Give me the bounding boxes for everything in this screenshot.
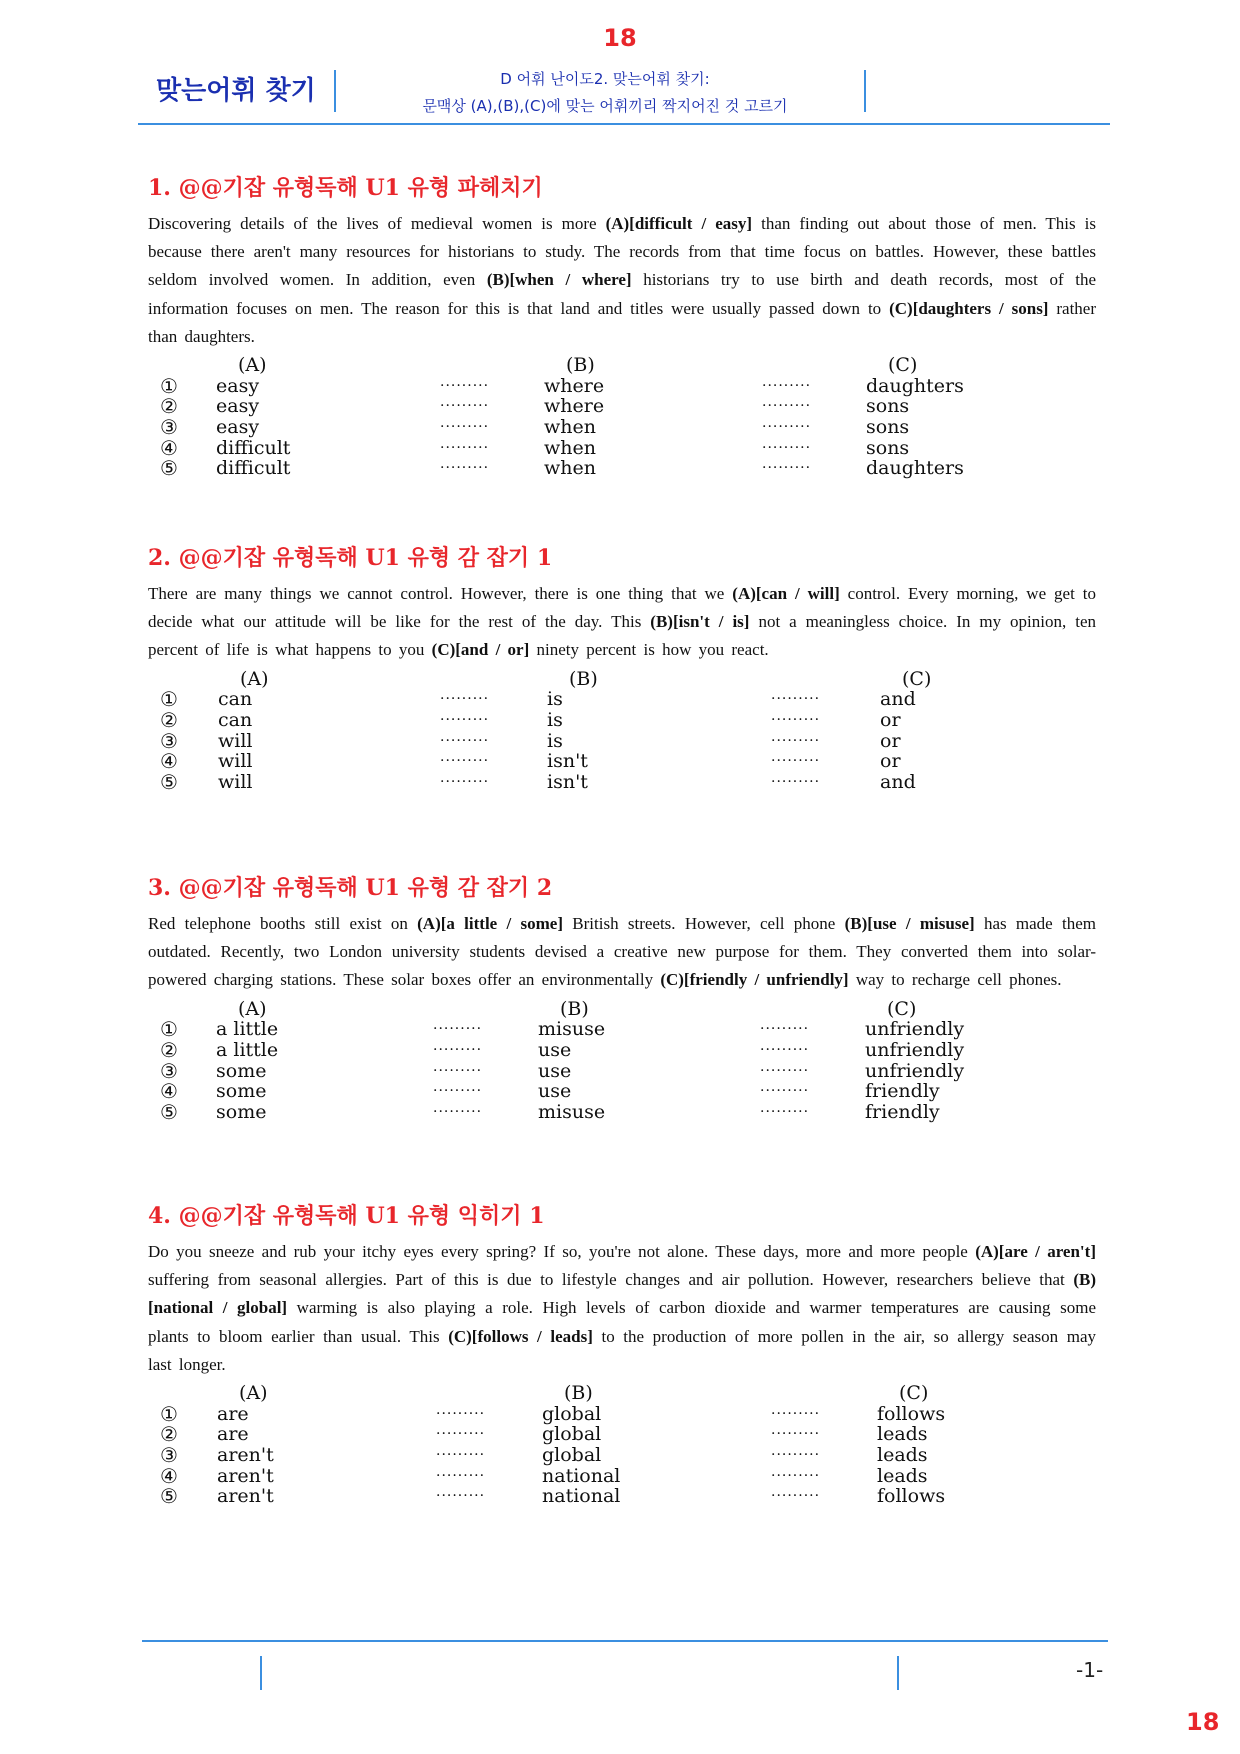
choice-number: ③ [160, 1058, 178, 1083]
choices-header [148, 669, 1096, 690]
question-title: 1. @@기잡 유형독해 U1 유형 파헤치기 [148, 175, 543, 201]
choice-a: some [216, 1080, 267, 1103]
choice-a: aren't [217, 1485, 274, 1508]
question-section-1 [148, 170, 1096, 479]
choice-a: easy [216, 374, 260, 397]
choice-row[interactable] [148, 728, 1096, 753]
column-header: (A) [239, 1382, 268, 1405]
question-section-2 [148, 540, 1096, 793]
leader-dots: ········· [762, 439, 812, 456]
choice-number: ① [160, 373, 178, 398]
choice-c: and [880, 771, 916, 794]
choice-a: some [216, 1101, 267, 1124]
choice-number: ⑤ [160, 1484, 178, 1509]
leader-dots: ········· [440, 711, 490, 728]
choice-number: ④ [160, 1079, 178, 1104]
choice-c: and [880, 688, 916, 711]
choice-c: or [880, 708, 901, 731]
choice-b: is [547, 708, 563, 731]
leader-dots: ········· [440, 732, 490, 749]
question-title: 4. @@기잡 유형독해 U1 유형 익히기 1 [148, 1203, 545, 1229]
choice-b: isn't [547, 771, 588, 794]
choice-number: ① [160, 1401, 178, 1426]
header-divider-right [864, 70, 866, 112]
choice-number: ② [160, 394, 178, 419]
choice-c: unfriendly [865, 1018, 965, 1041]
choice-c: leads [877, 1464, 928, 1487]
column-header: (C) [888, 354, 918, 377]
leader-dots: ········· [436, 1447, 486, 1464]
choice-number: ⑤ [160, 1100, 178, 1125]
choice-a: will [218, 771, 253, 794]
column-header: (C) [887, 997, 917, 1020]
leader-dots: ········· [771, 711, 821, 728]
choice-row[interactable] [148, 751, 1096, 772]
choices-header [148, 1383, 1096, 1404]
leader-dots: ········· [771, 732, 821, 749]
column-header: (A) [240, 667, 269, 690]
column-header: (B) [560, 997, 589, 1020]
choice-number: ④ [160, 435, 178, 460]
choice-number: ① [160, 687, 178, 712]
choice-c: friendly [865, 1101, 940, 1124]
choice-number: ② [160, 1037, 178, 1062]
leader-dots: ········· [433, 1104, 483, 1121]
choice-b: use [538, 1059, 572, 1082]
choice-row[interactable] [148, 1102, 1096, 1123]
choice-a: difficult [216, 457, 291, 480]
choice-row[interactable] [148, 1424, 1096, 1445]
choice-number: ① [160, 1017, 178, 1042]
header-divider-left [334, 70, 336, 112]
choice-row[interactable] [148, 1445, 1096, 1466]
column-header: (C) [899, 1382, 929, 1405]
question-passage: Discovering details of the lives of medieval women is more (A)[difficult / easy] than finding out about those of men. This is because there aren't many resources for historians to study. The records from that time focus on battles. However, these battles seldom involved women. In addition, even (B)[when / where] historians try to use birth and death records, most of the information focuses on men. The reason for this is that land and titles were usually passed down to (C)[daughters / sons] rather than daughters. [148, 214, 1097, 346]
choice-number: ④ [160, 1463, 178, 1488]
choice-c: sons [866, 416, 910, 439]
leader-dots: ········· [440, 398, 490, 415]
choice-b: when [544, 416, 596, 439]
choice-b: use [538, 1038, 572, 1061]
choice-c: friendly [865, 1080, 940, 1103]
choice-a: can [218, 688, 253, 711]
question-title: 2. @@기잡 유형독해 U1 유형 감 잡기 1 [148, 545, 553, 571]
choice-a: difficult [216, 436, 291, 459]
choice-b: global [542, 1402, 602, 1425]
leader-dots: ········· [771, 1405, 821, 1422]
footer-rule [142, 1640, 1108, 1642]
header-subtitle-line1: D 어휘 난이도2. 맞는어휘 찾기: [500, 70, 710, 88]
choice-row[interactable] [148, 707, 1096, 732]
answer-choices [148, 999, 1096, 1123]
leader-dots: ········· [771, 1426, 821, 1443]
question-title: 3. @@기잡 유형독해 U1 유형 감 잡기 2 [148, 875, 553, 901]
column-header: (B) [566, 354, 595, 377]
leader-dots: ········· [433, 1062, 483, 1079]
leader-dots: ········· [760, 1041, 810, 1058]
choice-number: ② [160, 707, 178, 732]
answer-choices [148, 355, 1096, 479]
header-subtitle-line2: 문맥상 (A),(B),(C)에 맞는 어휘끼리 짝지어진 것 고르기 [422, 97, 788, 115]
choice-row[interactable] [148, 396, 1096, 417]
choice-b: isn't [547, 750, 588, 773]
footer-divider-right [897, 1656, 899, 1690]
leader-dots: ········· [771, 691, 821, 708]
header-subtitle [345, 66, 865, 120]
leader-dots: ········· [433, 1041, 483, 1058]
leader-dots: ········· [440, 377, 490, 394]
choice-row[interactable] [148, 1058, 1096, 1083]
choice-b: misuse [538, 1101, 606, 1124]
leader-dots: ········· [440, 753, 490, 770]
leader-dots: ········· [762, 377, 812, 394]
choice-c: daughters [866, 457, 964, 480]
column-header: (B) [564, 1382, 593, 1405]
choice-b: is [547, 729, 563, 752]
choice-c: leads [877, 1423, 928, 1446]
choice-a: will [218, 729, 253, 752]
choice-a: can [218, 708, 253, 731]
leader-dots: ········· [440, 439, 490, 456]
choice-b: use [538, 1080, 572, 1103]
question-passage: Do you sneeze and rub your itchy eyes every spring? If so, you're not alone. These days, more and more people (A)[are / aren't] suffering from seasonal allergies. Part of this is due to lifestyle changes and air pollution. However, researchers believe that (B)[national / global] warming is also playing a role. High levels of carbon dioxide and warmer temperatures are causing some plants to bloom earlier than usual. This (C)[follows / leads] to the production of more pollen in the air, so allergy season may last longer. [148, 1242, 1096, 1374]
choice-c: or [880, 729, 901, 752]
leader-dots: ········· [762, 460, 812, 477]
choice-b: when [544, 436, 596, 459]
leader-dots: ········· [436, 1426, 486, 1443]
choice-a: aren't [217, 1464, 274, 1487]
answer-choices [148, 1383, 1096, 1507]
choice-b: where [544, 374, 605, 397]
choice-number: ③ [160, 728, 178, 753]
answer-choices [148, 669, 1096, 793]
choice-a: some [216, 1059, 267, 1082]
choice-number: ③ [160, 1443, 178, 1468]
choice-b: global [542, 1423, 602, 1446]
leader-dots: ········· [436, 1405, 486, 1422]
choice-row[interactable] [148, 458, 1096, 479]
choice-row[interactable] [148, 1486, 1096, 1507]
choice-row[interactable] [148, 1401, 1096, 1426]
choice-c: daughters [866, 374, 964, 397]
page-number-top: 18 [603, 24, 637, 52]
page-number-bottom: 18 [1186, 1708, 1220, 1736]
column-header: (A) [238, 997, 267, 1020]
leader-dots: ········· [440, 774, 490, 791]
choice-number: ③ [160, 415, 178, 440]
leader-dots: ········· [440, 691, 490, 708]
choice-b: misuse [538, 1018, 606, 1041]
choice-number: ⑤ [160, 770, 178, 795]
choice-b: national [542, 1485, 621, 1508]
leader-dots: ········· [433, 1021, 483, 1038]
question-passage: Red telephone booths still exist on (A)[a little / some] British streets. However, cell phone (B)[use / misuse] has made them outdated. Recently, two London university students devised a creative new purpose for them. They converted them into solar-powered charging stations. These solar boxes offer an environmentally (C)[friendly / unfriendly] way to recharge cell phones. [148, 914, 1096, 990]
choice-c: leads [877, 1444, 928, 1467]
choice-a: a little [216, 1038, 279, 1061]
choice-a: will [218, 750, 253, 773]
choice-row[interactable] [148, 1081, 1096, 1102]
leader-dots: ········· [760, 1083, 810, 1100]
choice-a: a little [216, 1018, 279, 1041]
choice-row[interactable] [148, 1019, 1096, 1040]
choice-row[interactable] [148, 435, 1096, 460]
leader-dots: ········· [433, 1083, 483, 1100]
leader-dots: ········· [762, 419, 812, 436]
choice-number: ② [160, 1422, 178, 1447]
column-header: (C) [902, 667, 932, 690]
choice-row[interactable] [148, 1037, 1096, 1062]
choice-b: where [544, 395, 605, 418]
leader-dots: ········· [440, 460, 490, 477]
leader-dots: ········· [760, 1104, 810, 1121]
choice-row[interactable] [148, 689, 1096, 710]
footer-page-number: -1- [1076, 1658, 1104, 1682]
choice-c: follows [877, 1402, 946, 1425]
choice-a: easy [216, 416, 260, 439]
leader-dots: ········· [771, 753, 821, 770]
choice-c: sons [866, 436, 910, 459]
header-title: 맞는어휘 찾기 [156, 76, 316, 106]
question-section-3 [148, 870, 1096, 1123]
column-header: (A) [238, 354, 267, 377]
choices-header [148, 355, 1096, 376]
choice-b: national [542, 1464, 621, 1487]
choice-a: are [217, 1402, 249, 1425]
leader-dots: ········· [771, 774, 821, 791]
choices-header [148, 999, 1096, 1020]
leader-dots: ········· [436, 1488, 486, 1505]
leader-dots: ········· [760, 1021, 810, 1038]
choice-row[interactable] [148, 417, 1096, 438]
leader-dots: ········· [762, 398, 812, 415]
choice-c: sons [866, 395, 910, 418]
choice-c: or [880, 750, 901, 773]
leader-dots: ········· [760, 1062, 810, 1079]
choice-number: ⑤ [160, 456, 178, 481]
choice-row[interactable] [148, 1463, 1096, 1488]
choice-a: easy [216, 395, 260, 418]
header-rule [138, 123, 1110, 125]
leader-dots: ········· [771, 1447, 821, 1464]
choice-c: unfriendly [865, 1059, 965, 1082]
choice-number: ④ [160, 749, 178, 774]
choice-c: follows [877, 1485, 946, 1508]
choice-row[interactable] [148, 772, 1096, 793]
choice-a: are [217, 1423, 249, 1446]
question-passage: There are many things we cannot control. However, there is one thing that we (A)[can / will] control. Every morning, we get to decide what our attitude will be like for the rest of the day. This (B)[isn't / is] not a meaningless choice. In my opinion, ten percent of life is what happens to you (C)[and / or] ninety percent is how you react. [148, 584, 1096, 660]
leader-dots: ········· [771, 1488, 821, 1505]
question-section-4 [148, 1198, 1096, 1507]
choice-row[interactable] [148, 373, 1096, 398]
footer-divider-left [260, 1656, 262, 1690]
choice-b: when [544, 457, 596, 480]
column-header: (B) [569, 667, 598, 690]
choice-b: global [542, 1444, 602, 1467]
leader-dots: ········· [436, 1467, 486, 1484]
leader-dots: ········· [440, 419, 490, 436]
choice-a: aren't [217, 1444, 274, 1467]
choice-c: unfriendly [865, 1038, 965, 1061]
choice-b: is [547, 688, 563, 711]
leader-dots: ········· [771, 1467, 821, 1484]
